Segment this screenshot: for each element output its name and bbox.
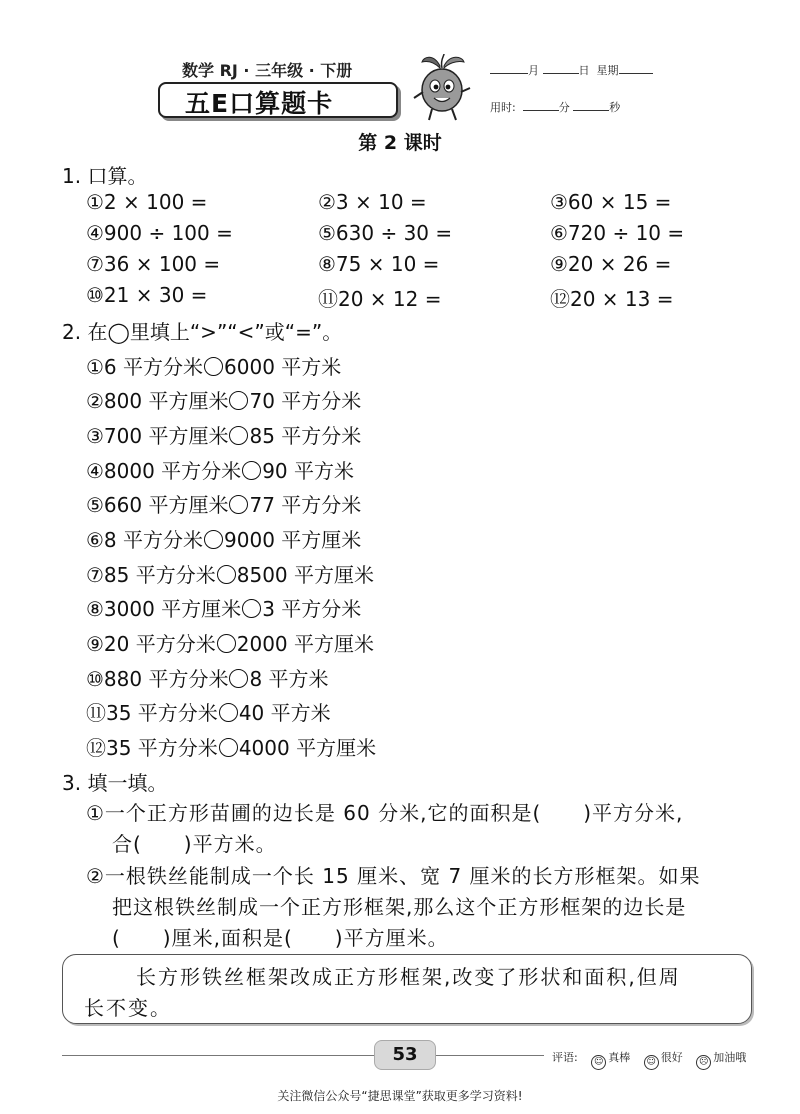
- compare-left: ④8000 平方分米: [86, 459, 242, 483]
- weekday-blank[interactable]: [619, 63, 653, 74]
- tip-line: 长不变。: [84, 996, 172, 1020]
- calc-item: ①2 × 100 =: [86, 190, 208, 214]
- footer-note: 关注微信公众号“捷思课堂”获取更多学习资料!: [277, 1089, 523, 1103]
- calc-item: ④900 ÷ 100 =: [86, 221, 233, 245]
- compare-item: [86, 697, 331, 726]
- compare-item: [86, 628, 374, 657]
- calc-item: ②3 × 10 =: [318, 190, 427, 214]
- section3-title: 3. 填一填。: [62, 771, 168, 795]
- date-fields: [490, 62, 653, 78]
- rating-try: 加油哦: [713, 1051, 747, 1064]
- compare-left: ⑦85 平方分米: [86, 563, 216, 587]
- rating-good: 很好: [660, 1051, 683, 1064]
- calc-item: ⑦36 × 100 =: [86, 252, 221, 276]
- second-blank[interactable]: [573, 100, 609, 111]
- question-2-line: ( )厘米,面积是( )平方厘米。: [112, 926, 449, 950]
- question-1-line: 合( )平方米。: [112, 832, 277, 856]
- footer-rule-right: [434, 1055, 544, 1056]
- compare-circle[interactable]: [204, 357, 223, 376]
- minute-label: 分: [558, 101, 570, 114]
- compare-right: 2000 平方厘米: [236, 632, 375, 656]
- compare-circle[interactable]: [219, 738, 238, 757]
- compare-right: 3 平方分米: [262, 597, 362, 621]
- compare-right: 90 平方米: [262, 459, 354, 483]
- calc-item: ⑥720 ÷ 10 =: [550, 221, 685, 245]
- rating-label: 评语:: [552, 1051, 578, 1064]
- section1-title: 1. 口算。: [62, 164, 148, 188]
- calc-item: ⑧75 × 10 =: [318, 252, 440, 276]
- compare-circle[interactable]: [229, 669, 248, 688]
- grin-face-icon[interactable]: ☺: [591, 1055, 606, 1070]
- brand-title: 五E口算题卡: [185, 89, 334, 118]
- compare-item: [86, 559, 374, 588]
- compare-right: 40 平方米: [238, 701, 331, 725]
- compare-circle[interactable]: [229, 495, 248, 514]
- compare-item: [86, 593, 361, 622]
- rating-great: 真棒: [608, 1051, 631, 1064]
- calc-item: ⑪20 × 12 =: [318, 287, 442, 311]
- compare-left: ①6 平方分米: [86, 355, 204, 379]
- time-fields: [490, 99, 620, 115]
- month-label: 月: [528, 64, 539, 77]
- footer-rule-left: [62, 1055, 374, 1056]
- calc-item: ⑫20 × 13 =: [550, 287, 674, 311]
- frown-face-icon[interactable]: ☹: [696, 1055, 711, 1070]
- weekday-label: 星期: [596, 64, 619, 77]
- compare-circle[interactable]: [204, 530, 223, 549]
- compare-left: ⑫35 平方分米: [86, 736, 218, 760]
- mascot-icon: [410, 52, 474, 128]
- section2-title: 2. 在◯里填上“>”“<”或“=”。: [62, 320, 343, 344]
- compare-item: [86, 663, 329, 692]
- compare-right: 85 平方分米: [249, 424, 362, 448]
- question-1-line: ①一个正方形苗圃的边长是 60 分米,它的面积是( )平方分米,: [86, 801, 684, 825]
- lesson-title: 第 2 课时: [358, 132, 442, 154]
- compare-item: [86, 420, 361, 449]
- compare-left: ②800 平方厘米: [86, 389, 229, 413]
- question-2-line: 把这根铁丝制成一个正方形框架,那么这个正方形框架的边长是: [112, 895, 687, 919]
- compare-right: 8500 平方厘米: [236, 563, 375, 587]
- compare-right: 9000 平方厘米: [224, 528, 362, 552]
- compare-item: [86, 351, 341, 380]
- compare-right: 6000 平方米: [224, 355, 342, 379]
- compare-circle[interactable]: [219, 703, 238, 722]
- rating-row: [552, 1049, 746, 1070]
- calc-item: ⑩21 × 30 =: [86, 283, 208, 307]
- compare-left: ⑪35 平方分米: [86, 701, 218, 725]
- calc-item: ⑤630 ÷ 30 =: [318, 221, 453, 245]
- compare-right: 4000 平方厘米: [238, 736, 377, 760]
- time-label: 用时:: [490, 101, 516, 114]
- subject-line: 数学 RJ · 三年级 · 下册: [182, 61, 353, 80]
- compare-right: 77 平方分米: [249, 493, 362, 517]
- compare-right: 70 平方分米: [249, 389, 362, 413]
- compare-item: [86, 455, 354, 484]
- compare-left: ⑩880 平方分米: [86, 667, 229, 691]
- compare-circle[interactable]: [217, 634, 236, 653]
- compare-item: [86, 489, 361, 518]
- compare-circle[interactable]: [242, 461, 261, 480]
- compare-item: [86, 524, 361, 553]
- minute-blank[interactable]: [523, 100, 559, 111]
- tip-line: 长方形铁丝框架改成正方形框架,改变了形状和面积,但周: [136, 965, 681, 989]
- smile-face-icon[interactable]: ☺: [644, 1055, 659, 1070]
- compare-circle[interactable]: [229, 426, 248, 445]
- compare-circle[interactable]: [217, 565, 236, 584]
- day-blank[interactable]: [543, 63, 579, 74]
- second-label: 秒: [609, 101, 621, 114]
- compare-item: [86, 385, 361, 414]
- compare-left: ③700 平方厘米: [86, 424, 229, 448]
- page-number: 53: [374, 1040, 436, 1070]
- compare-circle[interactable]: [242, 599, 261, 618]
- compare-item: [86, 732, 376, 761]
- compare-left: ⑥8 平方分米: [86, 528, 204, 552]
- compare-circle[interactable]: [229, 391, 248, 410]
- compare-left: ⑨20 平方分米: [86, 632, 216, 656]
- compare-left: ⑧3000 平方厘米: [86, 597, 242, 621]
- compare-right: 8 平方米: [249, 667, 329, 691]
- question-2-line: ②一根铁丝能制成一个长 15 厘米、宽 7 厘米的长方形框架。如果: [86, 864, 701, 888]
- day-label: 日: [578, 64, 590, 77]
- month-blank[interactable]: [490, 63, 528, 74]
- compare-left: ⑤660 平方厘米: [86, 493, 229, 517]
- calc-item: ⑨20 × 26 =: [550, 252, 672, 276]
- calc-item: ③60 × 15 =: [550, 190, 672, 214]
